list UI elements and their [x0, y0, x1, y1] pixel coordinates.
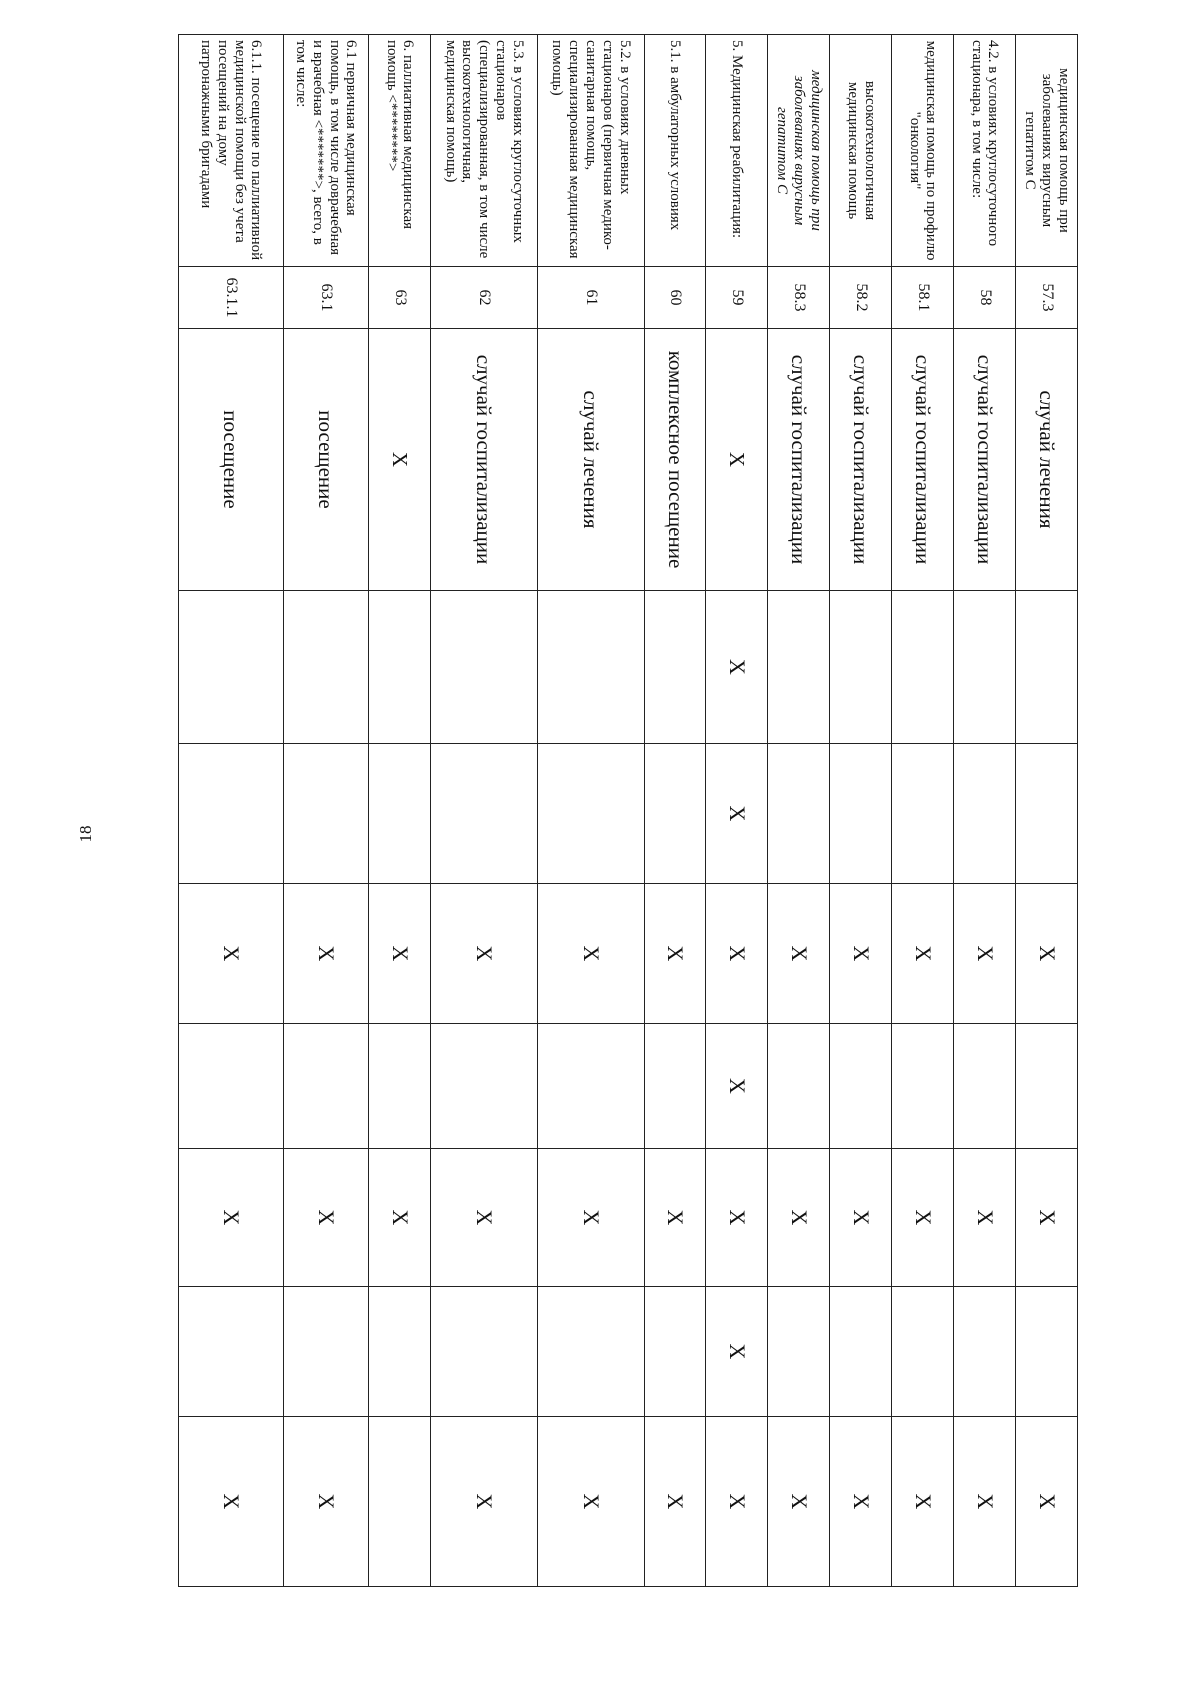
row-label: медицинская помощь при заболеваниях вирусным гепатитом С [1016, 35, 1078, 267]
table-cell [954, 744, 1016, 884]
table-cell: X [644, 1417, 706, 1587]
data-table [178, 34, 1078, 1587]
table-cell [537, 744, 644, 884]
row-code: 58.1 [892, 267, 954, 329]
table-cell [830, 744, 892, 884]
table-cell [954, 1024, 1016, 1149]
table-cell [830, 591, 892, 744]
table-cell [369, 1417, 431, 1587]
row-unit: X [706, 329, 768, 591]
table-cell [179, 1024, 284, 1149]
table-cell: X [179, 1417, 284, 1587]
table-cell [1016, 744, 1078, 884]
table-cell: X [537, 1149, 644, 1287]
row-label: 5. Медицинская реабилитация: [706, 35, 768, 267]
row-code: 60 [644, 267, 706, 329]
row-label: медицинская помощь по профилю "онкология" [892, 35, 954, 267]
table-cell: X [768, 884, 830, 1024]
row-code: 62 [431, 267, 538, 329]
row-code: 58 [954, 267, 1016, 329]
table-cell: X [892, 884, 954, 1024]
table-cell: X [954, 1417, 1016, 1587]
table-row [179, 35, 284, 1587]
table-cell [768, 744, 830, 884]
table-cell [892, 1024, 954, 1149]
row-code: 63 [369, 267, 431, 329]
table-cell [892, 1287, 954, 1417]
table-row [768, 35, 830, 1587]
table-cell [431, 744, 538, 884]
table-cell [537, 591, 644, 744]
row-unit: X [369, 329, 431, 591]
table-cell [369, 591, 431, 744]
row-unit: случай госпитализации [431, 329, 538, 591]
table-cell [1016, 591, 1078, 744]
table-cell [768, 1287, 830, 1417]
table-cell [283, 744, 368, 884]
table-row [1016, 35, 1078, 1587]
table-cell [768, 591, 830, 744]
row-code: 63.1 [283, 267, 368, 329]
row-unit: посещение [179, 329, 284, 591]
table-cell: X [768, 1417, 830, 1587]
table-cell: X [706, 591, 768, 744]
table-cell: X [283, 1417, 368, 1587]
table-row [954, 35, 1016, 1587]
table-cell [283, 1024, 368, 1149]
table-cell: X [369, 1149, 431, 1287]
table-cell [537, 1024, 644, 1149]
table-cell [431, 1024, 538, 1149]
row-label: 5.3. в условиях круглосуточных стационаров (специализированная, в том числе высокотехнологичная, медицинская помощь) [431, 35, 538, 267]
table-cell: X [537, 1417, 644, 1587]
table-cell: X [431, 1417, 538, 1587]
table-cell [644, 1287, 706, 1417]
row-unit: случай госпитализации [768, 329, 830, 591]
table-cell [537, 1287, 644, 1417]
row-label: 6. паллиативная медицинская помощь <********> [369, 35, 431, 267]
row-label: 5.1. в амбулаторных условиях [644, 35, 706, 267]
table-cell: X [954, 1149, 1016, 1287]
table-cell: X [706, 884, 768, 1024]
table-cell [892, 744, 954, 884]
row-unit: посещение [283, 329, 368, 591]
table-row [706, 35, 768, 1587]
table-cell: X [431, 884, 538, 1024]
row-label: 6.1.1. посещение по паллиативной медицинской помощи без учета посещений на дому патронажными бригадами [179, 35, 284, 267]
table-cell [644, 744, 706, 884]
row-label: 5.2. в условиях дневных стационаров (первичная медико-санитарная помощь, специализированная медицинская помощь) [537, 35, 644, 267]
row-code: 57.3 [1016, 267, 1078, 329]
table-cell: X [830, 1417, 892, 1587]
table-cell: X [1016, 1149, 1078, 1287]
row-code: 58.2 [830, 267, 892, 329]
table-cell [830, 1287, 892, 1417]
table-row [283, 35, 368, 1587]
table-cell: X [644, 1149, 706, 1287]
row-label: высокотехнологичная медицинская помощь [830, 35, 892, 267]
table-cell [283, 1287, 368, 1417]
table-cell [369, 1287, 431, 1417]
table-cell: X [1016, 1417, 1078, 1587]
row-unit: случай лечения [1016, 329, 1078, 591]
table-row [830, 35, 892, 1587]
table-cell [954, 1287, 1016, 1417]
table-cell [892, 591, 954, 744]
page-number: 18 [76, 825, 95, 843]
table-cell: X [1016, 884, 1078, 1024]
table-cell: X [892, 1417, 954, 1587]
table-cell [768, 1024, 830, 1149]
table-cell: X [954, 884, 1016, 1024]
table-cell [830, 1024, 892, 1149]
row-code: 63.1.1 [179, 267, 284, 329]
rotated-table-wrapper [178, 34, 1078, 1586]
table-cell [954, 591, 1016, 744]
table-cell [179, 1287, 284, 1417]
table-cell: X [706, 1417, 768, 1587]
table-cell [369, 1024, 431, 1149]
table-cell [283, 591, 368, 744]
table-row [369, 35, 431, 1587]
row-unit: случай госпитализации [954, 329, 1016, 591]
table-cell: X [706, 1024, 768, 1149]
table-cell: X [830, 1149, 892, 1287]
row-unit: случай госпитализации [830, 329, 892, 591]
row-code: 59 [706, 267, 768, 329]
row-unit: случай госпитализации [892, 329, 954, 591]
table-cell: X [706, 744, 768, 884]
table-cell: X [830, 884, 892, 1024]
table-row [892, 35, 954, 1587]
table-cell: X [537, 884, 644, 1024]
table-cell: X [369, 884, 431, 1024]
row-unit: случай лечения [537, 329, 644, 591]
table-cell [644, 591, 706, 744]
table-cell [644, 1024, 706, 1149]
row-code: 61 [537, 267, 644, 329]
row-unit: комплексное посещение [644, 329, 706, 591]
table-cell: X [283, 884, 368, 1024]
table-cell [179, 591, 284, 744]
table-cell [1016, 1024, 1078, 1149]
table-row [431, 35, 538, 1587]
table-cell [431, 591, 538, 744]
table-cell [179, 744, 284, 884]
table-cell: X [768, 1149, 830, 1287]
table-cell: X [431, 1149, 538, 1287]
table-cell [369, 744, 431, 884]
table-cell: X [179, 1149, 284, 1287]
table-cell: X [706, 1287, 768, 1417]
table-cell: X [706, 1149, 768, 1287]
table-row [537, 35, 644, 1587]
table-row [644, 35, 706, 1587]
table-cell: X [179, 884, 284, 1024]
row-code: 58.3 [768, 267, 830, 329]
table-cell: X [283, 1149, 368, 1287]
table-cell [431, 1287, 538, 1417]
table-cell [1016, 1287, 1078, 1417]
table-cell: X [892, 1149, 954, 1287]
row-label: медицинская помощь при заболеваниях вирусным гепатитом С [768, 35, 830, 267]
row-label: 6.1 первичная медицинская помощь, в том числе доврачебная и врачебная <*******>, всего, в том числе: [283, 35, 368, 267]
table-cell: X [644, 884, 706, 1024]
row-label: 4.2. в условиях круглосуточного стационара, в том числе: [954, 35, 1016, 267]
